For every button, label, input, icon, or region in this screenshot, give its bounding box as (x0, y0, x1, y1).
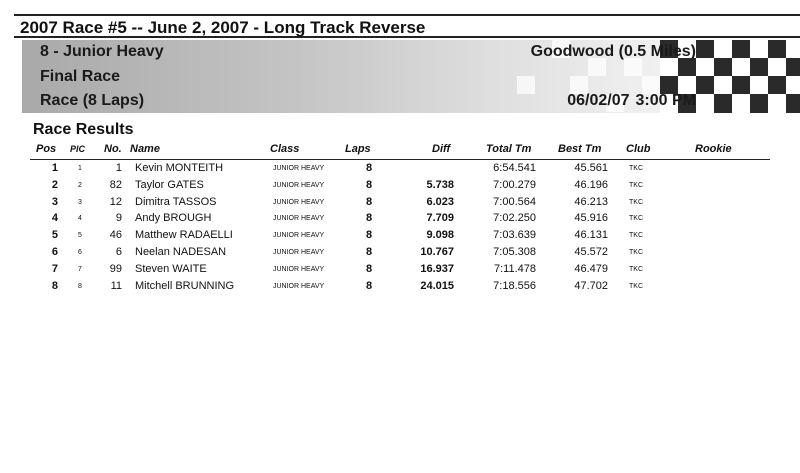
table-row (0, 229, 800, 246)
cell-best: 45.572 (574, 246, 608, 258)
header-laps: Laps (345, 143, 371, 155)
cell-club: TKC (629, 181, 643, 189)
session-name: Final Race (40, 68, 121, 85)
section-title: Race Results (33, 121, 134, 138)
header-pos: Pos (36, 143, 57, 155)
table-row (0, 162, 800, 179)
cell-laps: 8 (366, 229, 373, 242)
table-row (0, 280, 800, 297)
cell-total: 7:18.556 (493, 279, 536, 292)
cell-total: 6:54.541 (493, 162, 536, 174)
cell-diff: 9.098 (426, 229, 454, 242)
cell-name: Taylor GATES (135, 178, 204, 191)
cell-best: 46.196 (574, 178, 608, 191)
cell-diff: 16.937 (420, 262, 454, 275)
cell-total: 7:00.564 (493, 195, 536, 208)
header-total: Total Tm (486, 143, 532, 155)
table-row (0, 196, 800, 213)
cell-class: JUNIOR HEAVY (273, 215, 325, 223)
cell-best: 47.702 (574, 279, 608, 292)
cell-name: Andy BROUGH (135, 212, 212, 225)
header-diff: Diff (432, 143, 451, 155)
cell-laps: 8 (366, 212, 373, 225)
table-row (0, 212, 800, 229)
cell-pic: 1 (78, 165, 82, 172)
cell-pic: 6 (78, 249, 82, 256)
cell-club: TKC (629, 249, 643, 256)
cell-total: 7:05.308 (493, 246, 536, 258)
cell-laps: 8 (366, 162, 373, 174)
cell-diff: 6.023 (426, 195, 454, 208)
cell-pos: 3 (51, 195, 58, 208)
table-row (0, 263, 800, 280)
race-datetime (567, 92, 696, 110)
cell-laps: 8 (366, 195, 373, 208)
cell-no: 1 (115, 162, 122, 174)
cell-diff: 5.738 (426, 178, 454, 191)
cell-no: 9 (115, 212, 122, 225)
cell-no: 12 (109, 195, 122, 208)
cell-no: 46 (109, 229, 122, 242)
header-rookie: Rookie (695, 143, 732, 155)
cell-pos: 5 (51, 229, 58, 242)
cell-name: Kevin MONTEITH (135, 162, 224, 174)
header-name: Name (130, 143, 160, 155)
race-class: 8 - Junior Heavy (40, 43, 164, 60)
cell-pic: 5 (78, 232, 82, 240)
cell-best: 45.561 (574, 162, 608, 174)
cell-no: 99 (109, 262, 122, 275)
header-class: Class (270, 143, 300, 155)
cell-best: 45.916 (574, 212, 608, 225)
cell-pic: 4 (78, 215, 82, 223)
header-pic: PIC (70, 144, 86, 154)
header-club: Club (626, 143, 651, 155)
track-name: Goodwood (0.5 Miles) (530, 43, 696, 60)
cell-no: 11 (110, 279, 122, 292)
cell-total: 7:02.250 (493, 212, 536, 225)
cell-best: 46.131 (574, 229, 608, 242)
cell-club: TKC (629, 215, 643, 223)
cell-pic: 3 (78, 198, 82, 206)
table-header (0, 143, 800, 159)
cell-class: JUNIOR HEAVY (273, 232, 325, 240)
cell-total: 7:03.639 (493, 229, 536, 242)
cell-class: JUNIOR HEAVY (273, 282, 325, 290)
cell-pos: 1 (51, 162, 58, 174)
cell-total: 7:00.279 (493, 178, 536, 191)
table-row (0, 246, 800, 263)
race-length: Race (8 Laps) (40, 92, 145, 109)
cell-class: JUNIOR HEAVY (273, 165, 325, 172)
cell-pos: 6 (51, 246, 58, 258)
cell-best: 46.479 (574, 262, 608, 275)
cell-laps: 8 (366, 246, 373, 258)
cell-class: JUNIOR HEAVY (273, 181, 325, 189)
cell-best: 46.213 (574, 195, 608, 208)
cell-club: TKC (629, 165, 643, 172)
cell-laps: 8 (366, 262, 373, 275)
cell-club: TKC (629, 282, 643, 290)
cell-diff: 24.015 (420, 279, 454, 292)
race-banner (22, 40, 800, 113)
cell-diff: 7.709 (426, 212, 454, 225)
cell-club: TKC (629, 232, 643, 240)
cell-name: Steven WAITE (135, 262, 207, 275)
cell-name: Neelan NADESAN (135, 246, 227, 258)
document-title: 2007 Race #5 -- June 2, 2007 - Long Track Reverse (14, 14, 800, 38)
cell-pos: 2 (51, 178, 58, 191)
header-no: No. (104, 143, 122, 155)
cell-name: Matthew RADAELLI (135, 229, 233, 242)
header-best: Best Tm (558, 143, 602, 155)
race-time: 3:00 PM (635, 92, 696, 109)
cell-club: TKC (629, 265, 643, 273)
cell-diff: 10.767 (420, 246, 454, 258)
cell-pic: 2 (78, 181, 82, 189)
cell-no: 6 (115, 246, 122, 258)
cell-class: JUNIOR HEAVY (273, 198, 325, 206)
cell-total: 7:11.478 (493, 262, 536, 275)
cell-name: Mitchell BRUNNING (135, 279, 235, 292)
cell-laps: 8 (366, 279, 373, 292)
cell-pos: 7 (51, 262, 58, 275)
cell-class: JUNIOR HEAVY (273, 249, 325, 256)
cell-pic: 7 (78, 265, 82, 273)
table-row (0, 179, 800, 196)
cell-pos: 4 (51, 212, 58, 225)
cell-pic: 8 (78, 282, 82, 290)
cell-laps: 8 (366, 178, 373, 191)
header-divider (30, 159, 770, 160)
cell-no: 82 (109, 178, 122, 191)
cell-name: Dimitra TASSOS (135, 195, 217, 208)
cell-pos: 8 (51, 279, 58, 292)
cell-club: TKC (629, 198, 643, 206)
cell-class: JUNIOR HEAVY (273, 265, 325, 273)
race-date: 06/02/07 (567, 92, 630, 109)
